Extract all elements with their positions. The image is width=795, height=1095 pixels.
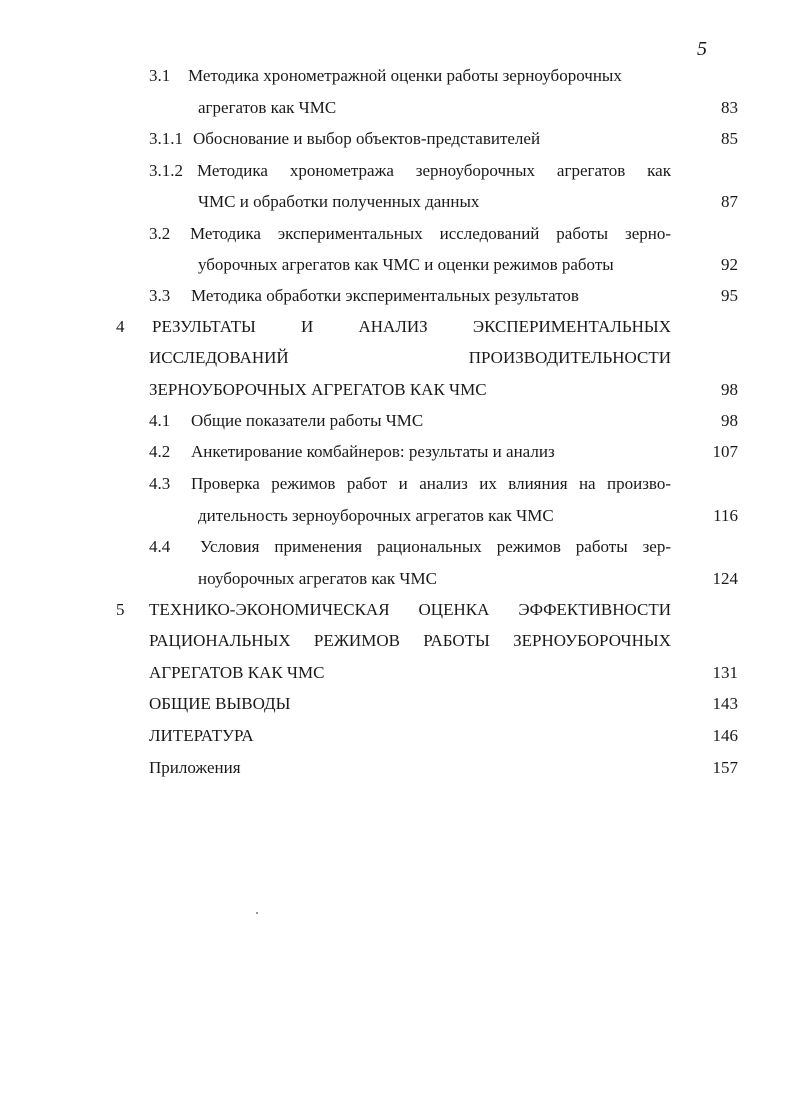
toc-page-number: 87 xyxy=(721,192,738,211)
toc-title-line: ТЕХНИКО-ЭКОНОМИЧЕСКАЯ ОЦЕНКА ЭФФЕКТИВНОСТИ xyxy=(149,600,671,619)
toc-title-line: Методика хронометражной оценки работы зерноуборочных xyxy=(188,66,622,85)
toc-title-line: ЛИТЕРАТУРА xyxy=(149,726,254,745)
toc-title-line: ЗЕРНОУБОРОЧНЫХ АГРЕГАТОВ КАК ЧМС xyxy=(149,380,487,399)
toc-number: 3.1 xyxy=(149,66,171,85)
toc-page-number: 146 xyxy=(712,726,738,745)
toc-page-number: 98 xyxy=(721,380,738,399)
toc-number: 3.1.2 xyxy=(149,161,183,180)
toc-number: 4.4 xyxy=(149,537,171,556)
toc-title-line: Методика хронометража зерноуборочных агрегатов как xyxy=(197,161,671,180)
toc-title-line: ИССЛЕДОВАНИЙ ПРОИЗВОДИТЕЛЬНОСТИ xyxy=(149,348,671,367)
toc-title-line: Анкетирование комбайнеров: результаты и анализ xyxy=(191,442,555,461)
toc-page-number: 85 xyxy=(721,129,738,148)
toc-number: 4 xyxy=(116,317,125,336)
toc-title-line: РЕЗУЛЬТАТЫ И АНАЛИЗ ЭКСПЕРИМЕНТАЛЬНЫХ xyxy=(152,317,671,336)
toc-title-line: Условия применения рациональных режимов работы зер- xyxy=(200,537,671,556)
toc-title-line: агрегатов как ЧМС xyxy=(198,98,337,117)
toc-title-line: Обоснование и выбор объектов-представителей xyxy=(193,129,541,148)
toc-number: 4.1 xyxy=(149,411,171,430)
toc-page-number: 157 xyxy=(712,758,738,777)
toc-page-number: 124 xyxy=(712,569,738,588)
toc-page-number: 92 xyxy=(721,255,738,274)
toc-page-number: 95 xyxy=(721,286,738,305)
toc-number: 4.2 xyxy=(149,442,171,461)
toc-title-line: ОБЩИЕ ВЫВОДЫ xyxy=(149,694,291,713)
toc-page-number: 83 xyxy=(721,98,738,117)
toc-title-line: РАЦИОНАЛЬНЫХ РЕЖИМОВ РАБОТЫ ЗЕРНОУБОРОЧНЫХ xyxy=(149,631,671,650)
toc-title-line: ЧМС и обработки полученных данных xyxy=(198,192,480,211)
toc-number: 4.3 xyxy=(149,474,171,493)
toc-page-number: 98 xyxy=(721,411,738,430)
toc-number: 3.2 xyxy=(149,224,171,243)
toc-number: 3.3 xyxy=(149,286,171,305)
toc-title-line: Общие показатели работы ЧМС xyxy=(191,411,424,430)
toc-title-line: Приложения xyxy=(149,758,241,777)
toc-title-line: уборочных агрегатов как ЧМС и оценки режимов работы xyxy=(198,255,614,274)
toc-title-line: АГРЕГАТОВ КАК ЧМС xyxy=(149,663,325,682)
scan-speck xyxy=(256,912,258,914)
toc-page-number: 116 xyxy=(713,506,738,525)
page-number-mark: 5 xyxy=(697,38,707,60)
toc-page-number: 107 xyxy=(712,442,738,461)
toc-page-number: 143 xyxy=(712,694,738,713)
toc-title-line: Методика экспериментальных исследований работы зерно- xyxy=(190,224,671,243)
toc-title-line: ноуборочных агрегатов как ЧМС xyxy=(198,569,437,588)
toc-page-number: 131 xyxy=(712,663,738,682)
toc-title-line: Методика обработки экспериментальных результатов xyxy=(191,286,579,305)
toc-number: 3.1.1 xyxy=(149,129,183,148)
toc-title-line: Проверка режимов работ и анализ их влияния на произво- xyxy=(191,474,671,493)
toc-number: 5 xyxy=(116,600,125,619)
toc-title-line: дительность зерноуборочных агрегатов как ЧМС xyxy=(198,506,554,525)
